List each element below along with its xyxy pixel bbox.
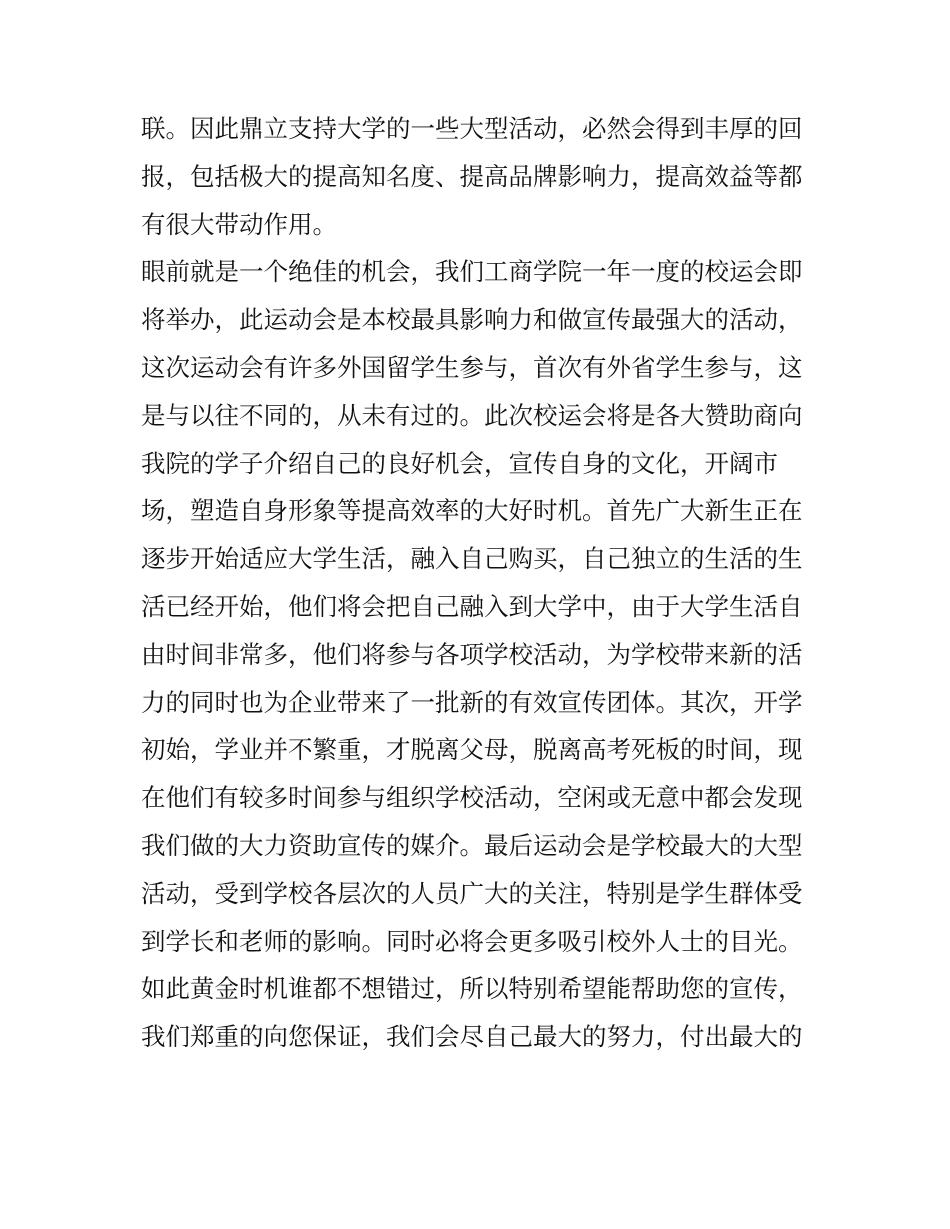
text-line: 如此黄金时机谁都不想错过，所以特别希望能帮助您的宣传，: [141, 974, 803, 1004]
text-line: 活动，受到学校各层次的人员广大的关注，特别是学生群体受: [141, 878, 803, 908]
text-line: 到学长和老师的影响。同时必将会更多吸引校外人士的目光。: [141, 926, 803, 956]
text-line: 由时间非常多，他们将参与各项学校活动，为学校带来新的活: [141, 639, 803, 669]
text-line: 在他们有较多时间参与组织学校活动，空闲或无意中都会发现: [141, 783, 803, 813]
text-line: 场，塑造自身形象等提高效率的大好时机。首先广大新生正在: [141, 496, 803, 526]
text-line: 初始，学业并不繁重，才脱离父母，脱离高考死板的时间，现: [141, 735, 803, 765]
body-text: [141, 105, 821, 1061]
text-line: 将举办，此运动会是本校最具影响力和做宣传最强大的活动，: [141, 305, 803, 335]
text-line: 力的同时也为企业带来了一批新的有效宣传团体。其次，开学: [141, 687, 803, 717]
text-line: 联。因此鼎立支持大学的一些大型活动，必然会得到丰厚的回: [141, 114, 803, 143]
text-line: 报，包括极大的提高知名度、提高品牌影响力，提高效益等都: [141, 161, 803, 191]
text-line: 逐步开始适应大学生活，融入自己购买，自己独立的生活的生: [141, 544, 803, 574]
text-line: 我们郑重的向您保证，我们会尽自己最大的努力，付出最大的: [141, 1022, 803, 1052]
text-line: 是与以往不同的，从未有过的。此次校运会将是各大赞助商向: [141, 400, 803, 430]
text-line: 活已经开始，他们将会把自己融入到大学中，由于大学生活自: [141, 591, 803, 621]
text-line: 我院的学子介绍自己的良好机会，宣传自身的文化，开阔市: [141, 448, 778, 478]
text-line: 眼前就是一个绝佳的机会，我们工商学院一年一度的校运会即: [141, 257, 803, 287]
text-line: 有很大带动作用。: [141, 209, 337, 239]
text-line: 这次运动会有许多外国留学生参与，首次有外省学生参与，这: [141, 352, 803, 382]
text-line: 我们做的大力资助宣传的媒介。最后运动会是学校最大的大型: [141, 830, 803, 860]
